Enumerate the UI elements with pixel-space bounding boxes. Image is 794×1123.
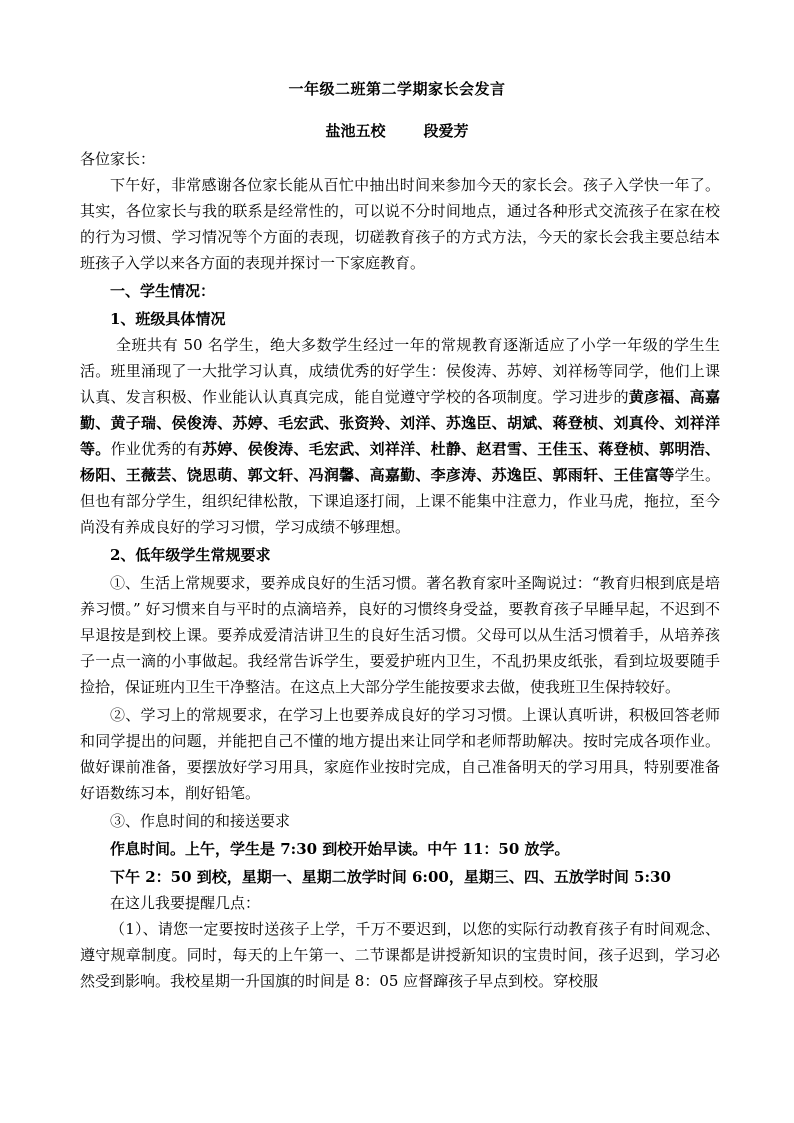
class-status-paragraph xyxy=(80,332,720,540)
class-status-text: 全班共有 50 名学生，绝大多数学生经过一年的常规教育逐渐适应了小学一年级的学生生活。班里涌现了一大批学习认真，成绩优秀的好学生：侯俊涛、苏婷、刘祥杨等同学，他们上课认真、发言积极、作业能认认真真完成，能自觉遵守学校的各项制度。学习进步的 xyxy=(80,336,720,406)
homework-student-names: 苏婷、侯俊涛、毛宏武、刘祥洋、杜静、赵君雪、王佳玉、蒋登桢、郭明浩、杨阳、王薇芸、饶思萌、郭文轩、冯润馨、高嘉勤、李彦涛、苏逸臣、郭雨轩、王佳富等 xyxy=(80,440,720,484)
schedule-afternoon: 下午 2：50 到校，星期一、星期二放学时间 6:00，星期三、四、五放学时间 5:30 xyxy=(110,868,671,886)
requirement-life: ①、生活上常规要求，要养成良好的生活习惯。著名教育家叶圣陶说过：“教育归根到底是培养习惯。” 好习惯来自与平时的点滴培养，良好的习惯终身受益，要教育孩子早睡早起，不迟到不早退按是到校上课。要养成爱清洁讲卫生的良好生活习惯。父母可以从生活习惯着手，从培养孩子一点一滴的小事做起。我经常告诉学生，要爱护班内卫生，不乱扔果皮纸张，看到垃圾要随手捡拾，保证班内卫生干净整洁。在这点上大部分学生能按要求去做，使我班卫生保持较好。 xyxy=(80,574,720,696)
document-title: 一年级二班第二学期家长会发言 xyxy=(288,80,506,98)
class-status-tail: 学生。但也有部分学生，组织纪律松散，下课追逐打闹，上课不能集中注意力，作业马虎，拖拉，至今尚没有养成良好的学习习惯，学习成绩不够理想。 xyxy=(80,466,720,536)
author-line xyxy=(0,120,794,141)
section-heading-students: 一、学生情况： xyxy=(110,282,216,300)
subheading-class-status: 1、班级具体情况 xyxy=(110,310,226,328)
document-body xyxy=(80,146,720,994)
reminder-lead: 在这儿我要提醒几点： xyxy=(110,894,261,912)
author-name: 段爱芳 xyxy=(423,122,469,140)
requirement-schedule: ③、作息时间的和接送要求 xyxy=(110,812,291,830)
reminder-point-1: （1）、请您一定要按时送孩子上学，千万不要迟到，以您的实际行动教育孩子有时间观念、遵守规章制度。同时，每天的上午第一、二节课都是讲授新知识的宝贵时间，孩子迟到，学习必然受到影响。我校星期一升国旗的时间是 8：05 应督蹿孩子早点到校。穿校服 xyxy=(80,920,720,990)
intro-paragraph: 下午好，非常感谢各位家长能从百忙中抽出时间来参加今天的家长会。孩子入学快一年了。其实，各位家长与我的联系是经常性的，可以说不分时间地点，通过各种形式交流孩子在家在校的行为习惯、学习情况等个方面的表现，切磋教育孩子的方式方法，今天的家长会我主要总结本班孩子入学以来各方面的表现并探讨一下家庭教育。 xyxy=(80,176,720,272)
schedule-morning: 作息时间。上午，学生是 7:30 到校开始早读。中午 11：50 放学。 xyxy=(110,840,570,858)
subheading-routine-requirements: 2、低年级学生常规要求 xyxy=(110,546,271,564)
greeting: 各位家长： xyxy=(80,150,156,168)
progress-student-names: 黄彦福、高嘉勤、黄子瑞、侯俊涛、苏婷、毛宏武、张资羚、刘洋、苏逸臣、胡斌、蒋登桢、刘真伶、刘祥洋等。 xyxy=(80,388,720,458)
homework-lead: 作业优秀的有 xyxy=(110,440,202,458)
school-name: 盐池五校 xyxy=(325,122,386,140)
requirement-study: ②、学习上的常规要求，在学习上也要养成良好的学习习惯。上课认真听讲，积极回答老师和同学提出的问题，并能把自己不懂的地方提出来让同学和老师帮助解决。按时完成各项作业。做好课前准备，要摆放好学习用具，家庭作业按时完成，自己准备明天的学习用具，特别要准备好语数练习本，削好铅笔。 xyxy=(80,706,720,802)
